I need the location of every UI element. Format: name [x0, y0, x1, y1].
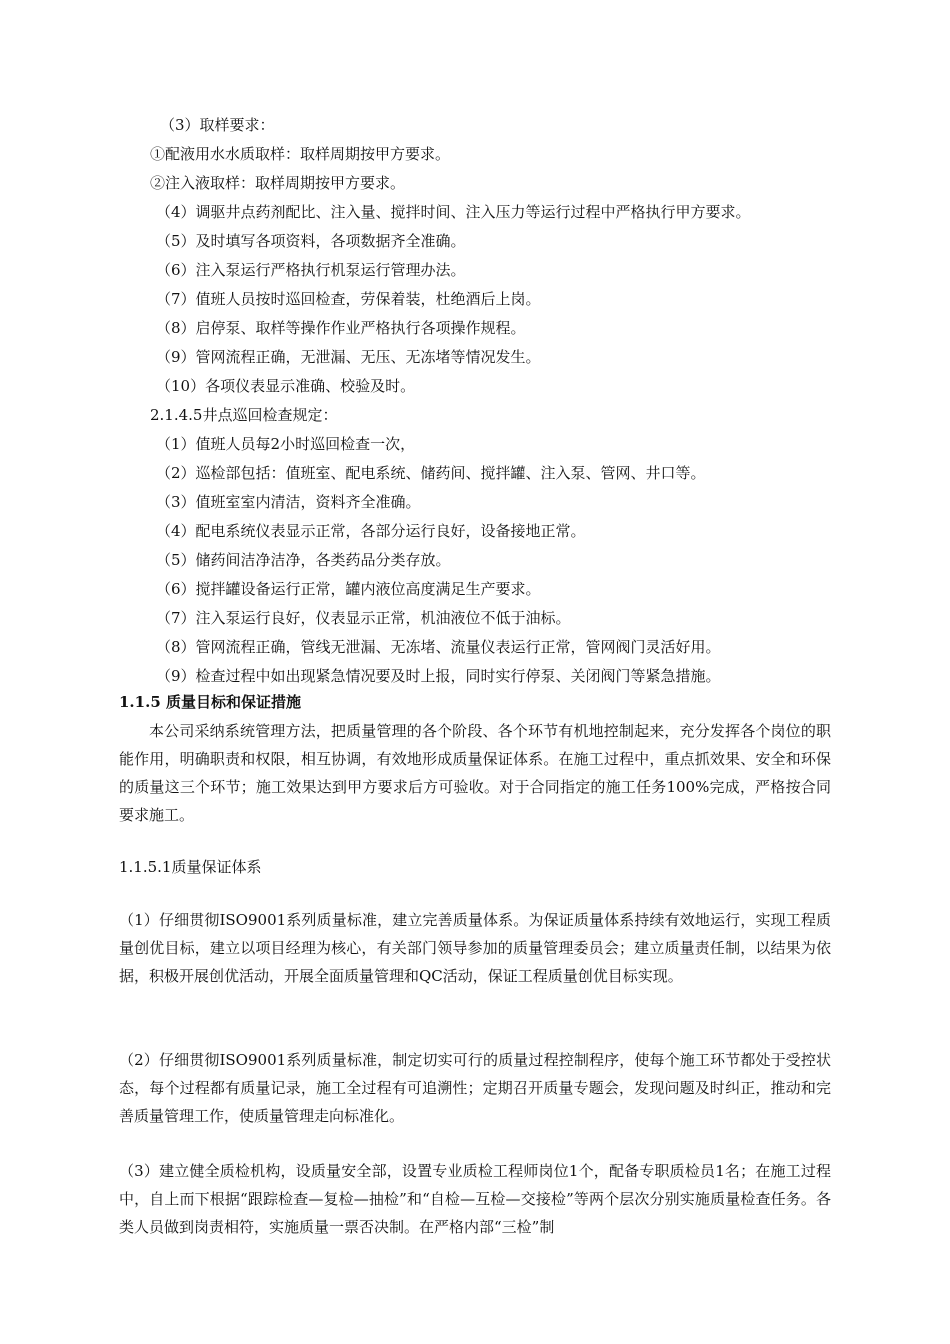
- list-item: （10）各项仪表显示准确、校验及时。: [156, 377, 416, 395]
- list-item: （3）值班室室内清洁，资料齐全准确。: [156, 493, 421, 511]
- list-item: （6）注入泵运行严格执行机泵运行管理办法。: [156, 261, 466, 279]
- injection-liquid-sampling-line: ②注入液取样：取样周期按甲方要求。: [150, 174, 406, 192]
- list-item: （2）巡检部包括：值班室、配电系统、储药间、搅拌罐、注入泵、管网、井口等。: [156, 464, 706, 482]
- list-item: （9）检查过程中如出现紧急情况要及时上报，同时实行停泵、关闭阀门等紧急措施。: [156, 667, 721, 685]
- section-heading-quality: 1.1.5 质量目标和保证措施: [119, 693, 301, 711]
- list-item: （7）值班人员按时巡回检查，劳保着装，杜绝酒后上岗。: [156, 290, 541, 308]
- list-item: （7）注入泵运行良好，仪表显示正常，机油液位不低于油标。: [156, 609, 571, 627]
- paragraph-2: （2）仔细贯彻ISO9001系列质量标准，制定切实可行的质量过程控制程序，使每个施工环节都处于受控状态，每个过程都有质量记录，施工全过程有可追溯性；定期召开质量专题会，发现问题及时纠正，推动和完善质量管理工作，使质量管理走向标准化。: [119, 1051, 831, 1125]
- paragraph-3: （3）建立健全质检机构，设质量安全部，设置专业质检工程师岗位1个，配备专职质检员1名；在施工过程中，自上而下根据“跟踪检查—复检—抽检”和“自检—互检—交接检”等两个层次分别实施质量检查任务。各类人员做到岗责相符，实施质量一票否决制。在严格内部“三检”制: [119, 1162, 831, 1236]
- list-item: （5）及时填写各项资料，各项数据齐全准确。: [156, 232, 466, 250]
- list-item: （8）启停泵、取样等操作作业严格执行各项操作规程。: [156, 319, 526, 337]
- subheading-quality-system: 1.1.5.1质量保证体系: [119, 858, 262, 876]
- list-item: （5）储药间洁净洁净，各类药品分类存放。: [156, 551, 451, 569]
- list-item: （9）管网流程正确，无泄漏、无压、无冻堵等情况发生。: [156, 348, 541, 366]
- list-item: （4）调驱井点药剂配比、注入量、搅拌时间、注入压力等运行过程中严格执行甲方要求。: [156, 203, 751, 221]
- list-item: （4）配电系统仪表显示正常，各部分运行良好，设备接地正常。: [156, 522, 586, 540]
- mixing-water-sampling-line: ①配液用水水质取样：取样周期按甲方要求。: [150, 145, 451, 163]
- list-item: （1）值班人员每2小时巡回检查一次，: [156, 435, 416, 453]
- intro-paragraph: 本公司采纳系统管理方法，把质量管理的各个阶段、各个环节有机地控制起来，充分发挥各个岗位的职能作用，明确职责和权限，相互协调，有效地形成质量保证体系。在施工过程中，重点抓效果、安全和环保的质量这三个环节；施工效果达到甲方要求后方可验收。对于合同指定的施工任务100%完成，严格按合同要求施工。: [119, 722, 831, 824]
- paragraph-1: （1）仔细贯彻ISO9001系列质量标准，建立完善质量体系。为保证质量体系持续有效地运行，实现工程质量创优目标，建立以项目经理为核心，有关部门领导参加的质量管理委员会；建立质量责任制，以结果为依据，积极开展创优活动，开展全面质量管理和QC活动，保证工程质量创优目标实现。: [119, 911, 831, 985]
- list-item: （6）搅拌罐设备运行正常，罐内液位高度满足生产要求。: [156, 580, 541, 598]
- list-item: （8）管网流程正确，管线无泄漏、无冻堵、流量仪表运行正常，管网阀门灵活好用。: [156, 638, 721, 656]
- sampling-requirements-line: （3）取样要求：: [160, 116, 275, 134]
- subheading-well-patrol: 2.1.4.5井点巡回检查规定：: [150, 406, 338, 424]
